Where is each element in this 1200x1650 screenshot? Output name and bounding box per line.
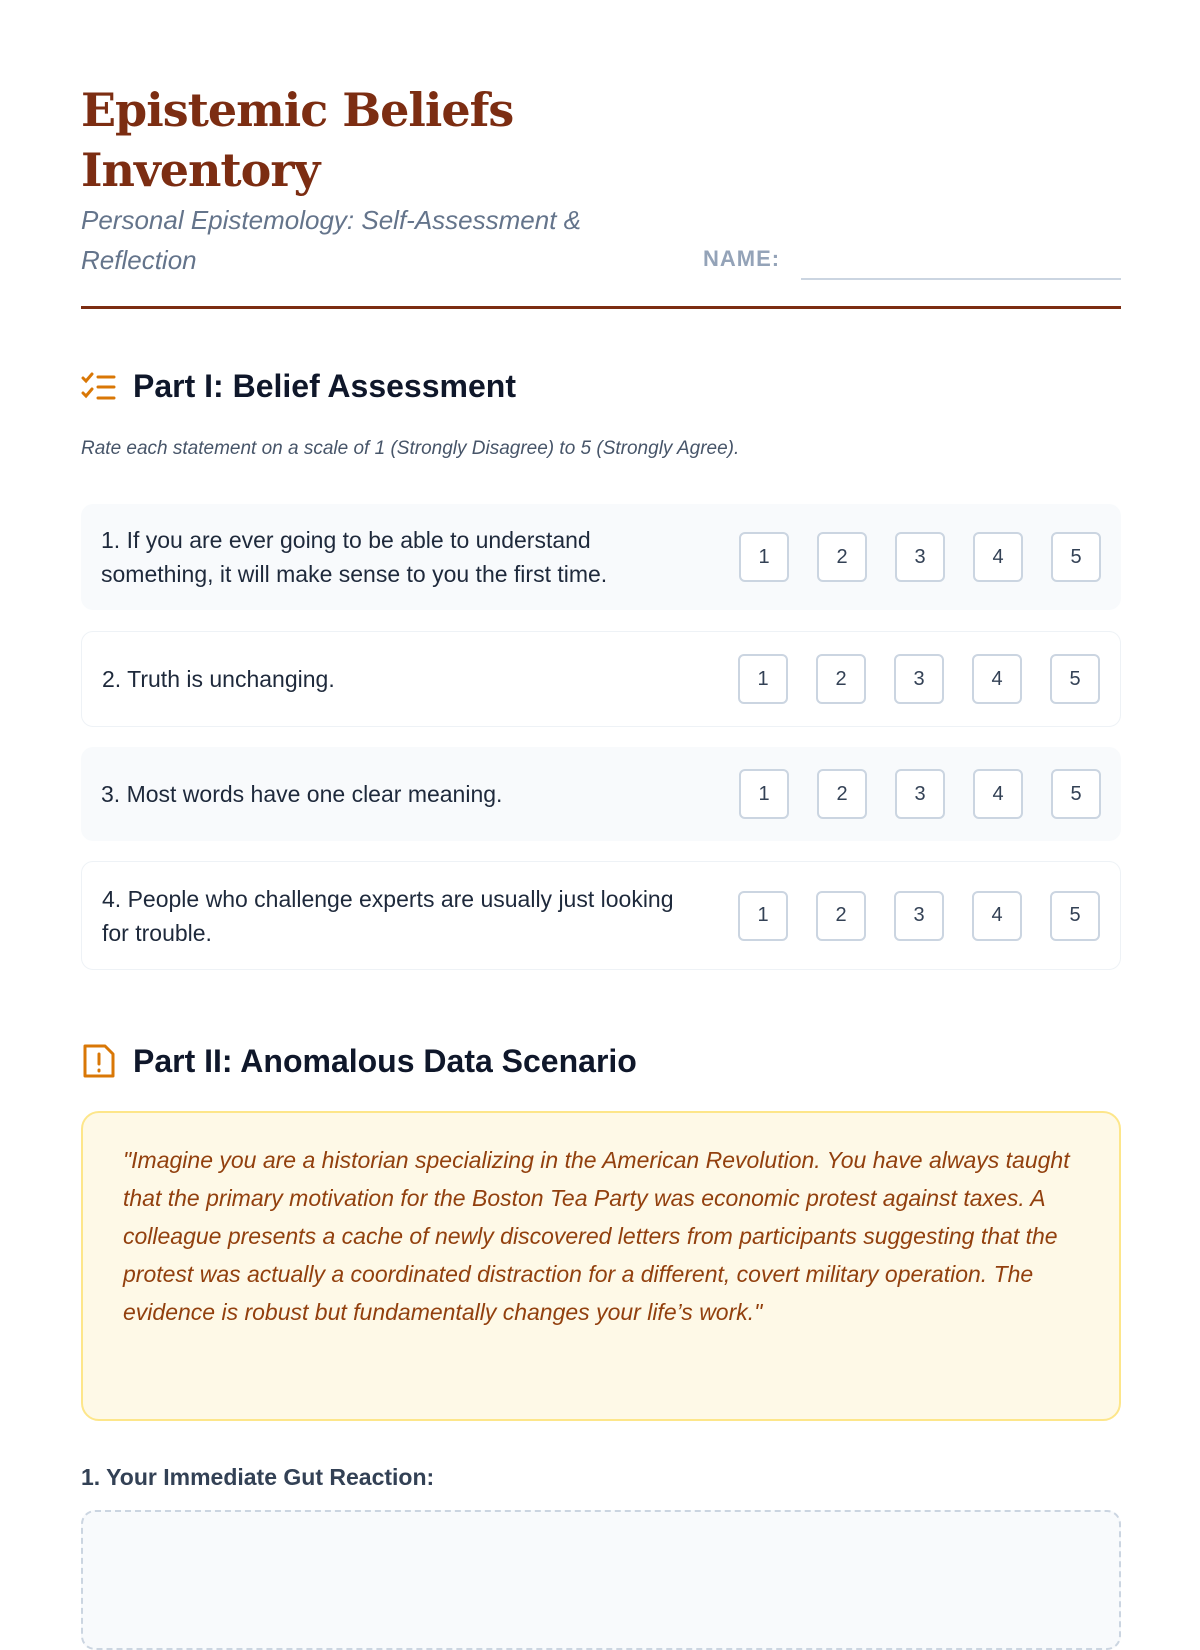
rating-option-1[interactable]: 1 (739, 532, 789, 582)
rating-option-5[interactable]: 5 (1050, 654, 1100, 704)
rating-option-2[interactable]: 2 (816, 654, 866, 704)
rating-option-1[interactable]: 1 (738, 654, 788, 704)
rating-scale (739, 769, 1101, 819)
question-row (81, 747, 1121, 841)
rating-option-3[interactable]: 3 (895, 532, 945, 582)
part2-title: Part II: Anomalous Data Scenario (133, 1042, 637, 1079)
rating-option-4[interactable]: 4 (972, 891, 1022, 941)
question-text: 3. Most words have one clear meaning. (101, 781, 503, 807)
question-text: 1. If you are ever going to be able to understand something, it will make sense to you the first time. (101, 527, 608, 587)
question-row (81, 631, 1121, 727)
page-subtitle: Personal Epistemology: Self-Assessment & Reflection (81, 205, 581, 275)
question-text: 4. People who challenge experts are usually just looking for trouble. (102, 885, 674, 946)
checklist-icon (81, 371, 117, 403)
part1-instructions: Rate each statement on a scale of 1 (Strongly Disagree) to 5 (Strongly Agree). (81, 438, 740, 459)
part2-heading (81, 1042, 637, 1080)
question-text: 2. Truth is unchanging. (102, 666, 335, 692)
rating-scale (739, 532, 1101, 582)
gut-reaction-answer-area[interactable] (81, 1510, 1121, 1650)
rating-option-3[interactable]: 3 (894, 654, 944, 704)
rating-option-4[interactable]: 4 (972, 654, 1022, 704)
rating-scale (738, 654, 1100, 704)
header-divider (81, 306, 1121, 309)
rating-option-1[interactable]: 1 (738, 891, 788, 941)
question-label: 1. Your Immediate Gut Reaction: (81, 1464, 435, 1490)
rating-option-5[interactable]: 5 (1051, 532, 1101, 582)
file-alert-icon (81, 1042, 117, 1080)
rating-option-3[interactable]: 3 (894, 891, 944, 941)
rating-option-2[interactable]: 2 (816, 891, 866, 941)
name-field[interactable] (801, 278, 1121, 280)
rating-option-2[interactable]: 2 (817, 769, 867, 819)
page-title: Epistemic Beliefs Inventory (81, 83, 514, 197)
rating-option-3[interactable]: 3 (895, 769, 945, 819)
question-row (81, 504, 1121, 610)
rating-option-1[interactable]: 1 (739, 769, 789, 819)
rating-option-5[interactable]: 5 (1050, 891, 1100, 941)
rating-option-4[interactable]: 4 (973, 769, 1023, 819)
part1-heading (81, 368, 516, 405)
question-row (81, 861, 1121, 970)
scenario-box: "Imagine you are a historian specializing in the American Revolution. You have always taught that the primary motivation for the Boston Tea Party was economic protest against taxes. A colleague presents a cache of newly discovered letters from participants suggesting that the protest was actually a coordinated distraction for a different, covert military operation. The evidence is robust but fundamentally changes your life’s work." (81, 1111, 1121, 1421)
rating-option-2[interactable]: 2 (817, 532, 867, 582)
part1-title: Part I: Belief Assessment (133, 368, 516, 404)
rating-scale (738, 891, 1100, 941)
name-label: NAME: (703, 246, 781, 271)
rating-option-5[interactable]: 5 (1051, 769, 1101, 819)
rating-option-4[interactable]: 4 (973, 532, 1023, 582)
